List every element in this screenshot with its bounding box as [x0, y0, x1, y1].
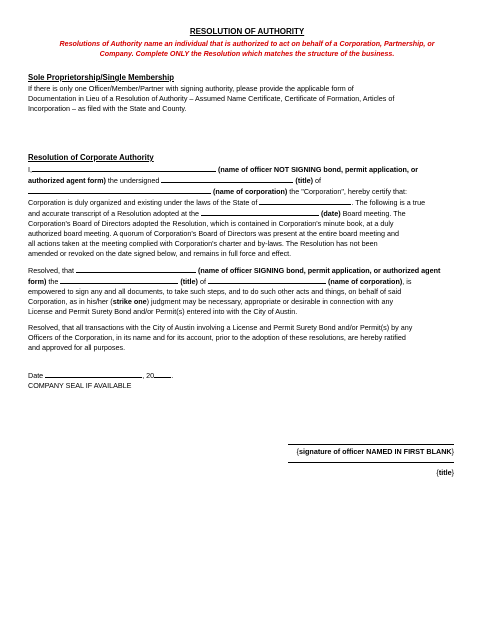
date-section: [28, 370, 466, 391]
sole-line-2: Documentation in Lieu of a Resolution of Authority – Assumed Name Certificate, Certificate of Formation, Articles of: [28, 94, 395, 103]
resolved2-line-2: Officers of the Corporation, in its name and for its account, prior to the adoption of these resolutions, are hereby ratified: [28, 333, 406, 342]
resolved-line-2: form) the (title) of (name of corporation), is: [28, 277, 412, 286]
cert-line-4: Corporation is duly organized and existing under the laws of the State of . The following is a true: [28, 198, 426, 207]
resolved-line-4: Corporation, as in his/her (strike one) judgment may be necessary, appropriate or desirable in connection with any: [28, 297, 394, 306]
sole-proprietorship-heading: Sole Proprietorship/Single Membership: [28, 73, 175, 82]
sole-line-1: If there is only one Officer/Member/Partner with signing authority, please provide the applicable form of: [28, 84, 354, 93]
document-title: RESOLUTION OF AUTHORITY: [189, 27, 305, 36]
resolved-line-5: License and Permit Surety Bond and/or Permit(s) entered into with the City of Austin.: [28, 307, 298, 316]
state-blank[interactable]: [259, 197, 351, 205]
date-day-blank[interactable]: [45, 370, 142, 378]
resolved-line-1: Resolved, that (name of officer SIGNING bond, permit application, or authorized agent: [28, 266, 441, 275]
cert-line-1: I, (name of officer NOT SIGNING bond, permit application, or: [28, 165, 419, 174]
undersigned-title-blank[interactable]: [161, 175, 293, 183]
signature-caption: {signature of officer NAMED IN FIRST BLANK}: [296, 447, 454, 456]
cert-line-9: amended or revoked on the date signed below, and remains in full force and effect.: [28, 249, 292, 258]
sole-proprietorship-text: [28, 84, 466, 114]
sole-line-3: Incorporation – as filed with the State and County.: [28, 104, 187, 113]
officer-signing-blank[interactable]: [76, 265, 196, 273]
subtitle-line-1: Resolutions of Authority name an individual that is authorized to act on behalf of a Corporation, Partnership, or: [59, 40, 435, 48]
resolved2-line-3: and approved for all purposes.: [28, 343, 126, 352]
certification-paragraph: [28, 164, 466, 259]
meeting-date-blank[interactable]: [201, 208, 319, 216]
subtitle-line-2: Company. Complete ONLY the Resolution which matches the structure of the business.: [99, 50, 395, 58]
resolved-paragraph-2: [28, 323, 466, 353]
title-caption: {title}: [436, 468, 454, 477]
signing-title-blank[interactable]: [60, 276, 178, 284]
document-subtitle: [28, 39, 466, 59]
officer-not-signing-blank[interactable]: [32, 164, 216, 172]
company-seal-label: COMPANY SEAL IF AVAILABLE: [28, 381, 132, 390]
signature-line[interactable]: [288, 444, 454, 445]
cert-line-8: all actions taken at the meeting complied with Corporation's charter and by-laws. The Resolution has not been: [28, 239, 378, 248]
resolved-line-3: empowered to sign any and all documents, to take such steps, and to do such other acts and things, on behalf of said: [28, 287, 402, 296]
title-signature-line[interactable]: [288, 462, 454, 463]
corporation-name-blank[interactable]: [28, 186, 211, 194]
cert-line-7: authorized board meeting. A quorum of Corporation's Board of Directors was present at the entire board meeting and: [28, 229, 399, 238]
date-year-blank[interactable]: [154, 370, 171, 378]
resolved-paragraph-1: [28, 265, 466, 317]
date-line: Date , 20 .: [28, 371, 174, 380]
cert-line-6: Corporation's Board of Directors adopted the Resolution, which is contained in Corporation's minute book, at a duly: [28, 219, 394, 228]
resolved-corporation-blank[interactable]: [208, 276, 326, 284]
cert-line-2: authorized agent form) the undersigned (title) of: [28, 176, 321, 185]
corporate-authority-heading: Resolution of Corporate Authority: [28, 153, 154, 162]
cert-line-5: and accurate transcript of a Resolution adopted at the (date) Board meeting. The: [28, 209, 406, 218]
resolved2-line-1: Resolved, that all transactions with the City of Austin involving a License and Permit Surety Bond and/or Permit(s) by any: [28, 323, 413, 332]
cert-line-3: (name of corporation) the "Corporation", hereby certify that:: [28, 186, 466, 197]
